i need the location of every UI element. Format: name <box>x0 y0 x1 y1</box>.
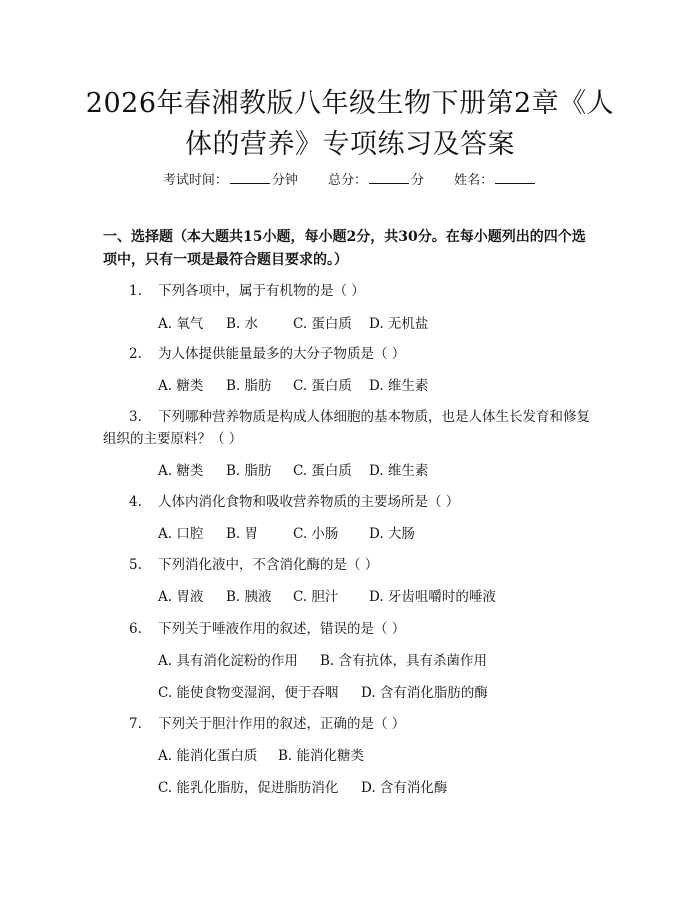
page-title-line-2: 体的营养》专项练习及答案 <box>185 129 515 160</box>
option-c[interactable]: C. 胆汁 <box>293 589 339 605</box>
section-heading-line-1: 一、选择题（本大题共15小题，每小题2分，共30分。在每小题列出的四个选 <box>103 229 586 245</box>
exam-score-field <box>328 173 424 188</box>
option-b[interactable]: B. 脂肪 <box>226 463 272 479</box>
option-a[interactable]: A. 氧气 <box>158 316 204 332</box>
name-blank[interactable] <box>495 171 535 184</box>
question-text: 为人体提供能量最多的大分子物质是（ ） <box>158 346 406 362</box>
option-c[interactable]: C. 能使食物变湿润，便于吞咽 <box>158 685 339 701</box>
question-text-continued: 组织的主要原料？（ ） <box>103 431 243 447</box>
question-number: 5. <box>129 557 142 573</box>
option-d[interactable]: D. 维生素 <box>369 378 429 394</box>
option-c[interactable]: C. 能乳化脂肪，促进脂肪消化 <box>158 780 339 796</box>
score-label: 总分： <box>327 173 367 188</box>
time-label: 考试时间： <box>162 173 228 188</box>
exam-name-field <box>454 173 537 188</box>
option-c[interactable]: C. 蛋白质 <box>293 378 352 394</box>
question-text: 下列关于唾液作用的叙述，错误的是（ ） <box>158 621 406 637</box>
option-b[interactable]: B. 胃 <box>226 526 259 542</box>
question-number: 1. <box>129 283 142 299</box>
option-c[interactable]: C. 小肠 <box>293 526 339 542</box>
question-text: 下列关于胆汁作用的叙述，正确的是（ ） <box>158 716 406 732</box>
option-b[interactable]: B. 能消化糖类 <box>278 748 365 764</box>
question-number: 6. <box>129 621 142 637</box>
question-text: 下列哪种营养物质是构成人体细胞的基本物质，也是人体生长发育和修复 <box>158 409 590 425</box>
page-title-line-1: 2026年春湘教版八年级生物下册第2章《人 <box>85 88 615 119</box>
name-label: 姓名： <box>454 173 494 188</box>
question-text: 下列消化液中，不含消化酶的是（ ） <box>158 557 379 573</box>
option-c[interactable]: C. 蛋白质 <box>293 463 352 479</box>
option-d[interactable]: D. 牙齿咀嚼时的唾液 <box>369 589 496 605</box>
option-d[interactable]: D. 无机盐 <box>369 316 429 332</box>
option-b[interactable]: B. 胰液 <box>226 589 272 605</box>
option-d[interactable]: D. 大肠 <box>369 526 415 542</box>
option-a[interactable]: A. 胃液 <box>158 589 204 605</box>
option-a[interactable]: A. 糖类 <box>158 463 204 479</box>
option-b[interactable]: B. 脂肪 <box>226 378 272 394</box>
time-unit: 分钟 <box>271 173 298 188</box>
section-heading-line-2: 项中，只有一项是最符合题目要求的。） <box>103 252 348 268</box>
question-text: 人体内消化食物和吸收营养物质的主要场所是（ ） <box>158 494 460 510</box>
option-a[interactable]: A. 能消化蛋白质 <box>158 748 258 764</box>
question-text: 下列各项中，属于有机物的是（ ） <box>158 283 365 299</box>
option-d[interactable]: D. 含有消化酶 <box>361 780 448 796</box>
score-blank[interactable] <box>369 171 409 184</box>
question-number: 4. <box>129 494 142 510</box>
exam-time-field <box>163 173 298 188</box>
question-number: 3. <box>129 409 142 425</box>
question-number: 2. <box>129 346 142 362</box>
option-a[interactable]: A. 具有消化淀粉的作用 <box>158 653 298 669</box>
option-c[interactable]: C. 蛋白质 <box>293 316 352 332</box>
option-a[interactable]: A. 糖类 <box>158 378 204 394</box>
question-number: 7. <box>129 716 142 732</box>
option-d[interactable]: D. 含有消化脂肪的酶 <box>361 685 488 701</box>
score-unit: 分 <box>411 173 425 188</box>
exam-meta <box>0 169 700 188</box>
option-b[interactable]: B. 水 <box>226 316 259 332</box>
option-d[interactable]: D. 维生素 <box>369 463 429 479</box>
option-a[interactable]: A. 口腔 <box>158 526 204 542</box>
time-blank[interactable] <box>230 171 270 184</box>
option-b[interactable]: B. 含有抗体，具有杀菌作用 <box>320 653 488 669</box>
